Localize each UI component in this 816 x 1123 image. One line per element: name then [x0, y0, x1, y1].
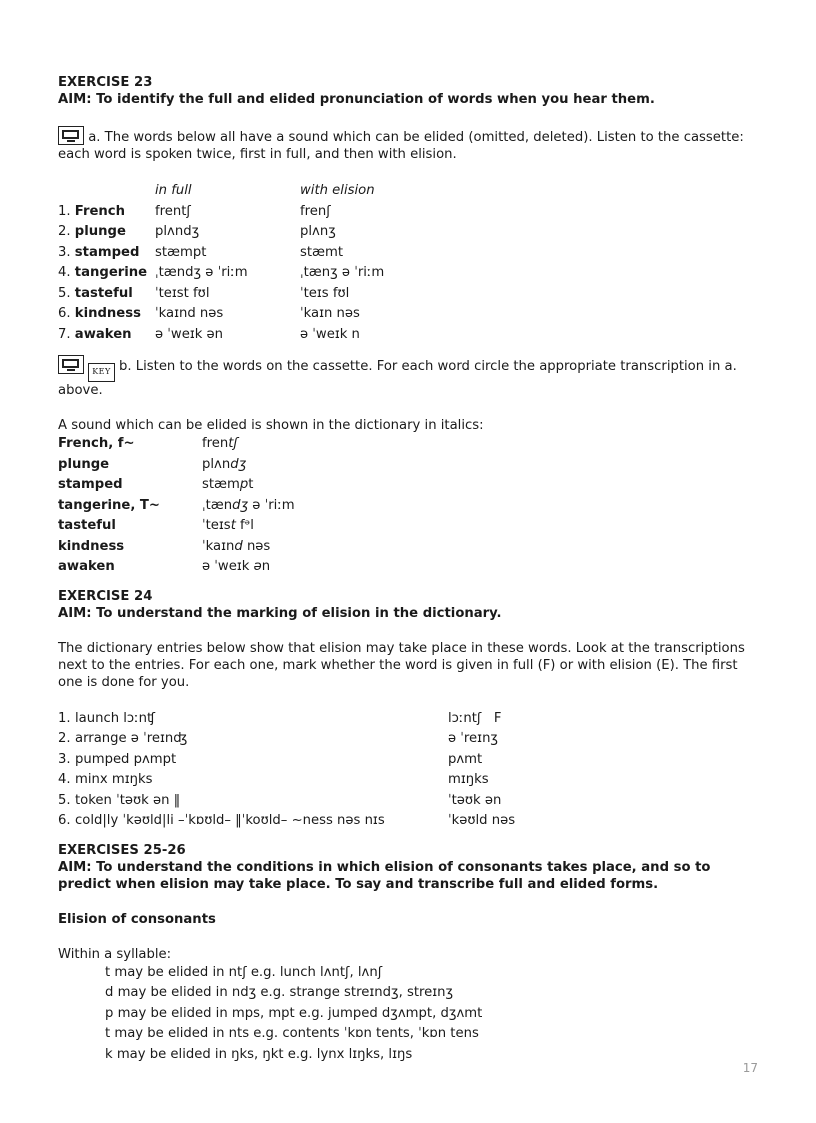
elided-transcription: ˈkaɪn nəs — [300, 306, 360, 321]
exercise-23-part-b — [58, 355, 763, 399]
exercise-25-title: EXERCISES 25-26 — [58, 842, 186, 858]
elision-rule: k may be elided in ŋks, ŋkt e.g. lynx lɪŋks, lɪŋs — [105, 1046, 413, 1062]
section-subheading: Elision of consonants — [58, 911, 216, 927]
full-transcription: ə ˈweɪk ən — [155, 326, 224, 342]
table-header — [58, 181, 763, 202]
list-item — [58, 729, 763, 750]
list-item — [58, 516, 763, 537]
dict-word: tasteful — [58, 518, 116, 533]
cassette-icon — [58, 126, 84, 145]
elided-transcription: frenʃ — [300, 203, 331, 219]
dict-word: plunge — [58, 456, 110, 472]
word-cell — [58, 202, 155, 223]
given-transcription: ˈtəʊk ən — [448, 792, 502, 808]
elidable-sound: p — [239, 477, 249, 492]
row-number: 1. — [58, 203, 71, 219]
transcription-part: n — [261, 559, 271, 574]
exercise-24-intro: The dictionary entries below show that elision may take place in these words. Look at the transcriptions next to the entries. For each one, mark whether the word is given in full (F) or with elision (E). The first one is done for you. — [58, 640, 745, 690]
dictionary-entry: pumped pʌmpt — [75, 751, 177, 767]
row-number: 3. — [58, 244, 71, 260]
part-b-text: b. Listen to the words on the cassette. For each word circle the appropriate transcription in a. above. — [58, 359, 737, 398]
word-cell — [58, 284, 155, 305]
page-content — [58, 74, 763, 1065]
elided-transcription: ˌtænʒ ə ˈriːm — [300, 265, 385, 280]
dict-transcription — [202, 516, 254, 537]
syllable-lead: Within a syllable: — [58, 946, 172, 962]
transcription-part: ˌtæn — [202, 497, 233, 513]
elidable-sound: tʃ — [228, 436, 238, 451]
elision-rule: t may be elided in ntʃ e.g. lunch lʌntʃ, lʌnʃ — [105, 964, 383, 980]
dictionary-entry: launch lɔːnʧ — [75, 710, 156, 726]
list-item — [58, 709, 763, 730]
word-cell — [58, 325, 155, 346]
word: stamped — [74, 244, 140, 260]
given-transcription: lɔːntʃ F — [448, 710, 502, 726]
key-icon: KEY — [88, 363, 115, 382]
table-row — [58, 263, 763, 284]
given-transcription: mɪŋks — [448, 772, 489, 787]
full-transcription: ˌtændʒ ə ˈriːm — [155, 265, 248, 280]
table-row — [58, 304, 763, 325]
dict-transcription — [202, 434, 238, 455]
transcription-part: nəs — [242, 538, 271, 554]
elidable-sound: dʒ — [230, 456, 247, 472]
dict-transcription — [202, 455, 246, 476]
elided-transcription: plʌnʒ — [300, 224, 336, 239]
page-number: 17 — [742, 1061, 758, 1075]
elidable-sound: t — [230, 518, 236, 533]
full-transcription: ˈteɪst fʊl — [155, 285, 210, 301]
transcription-part: t — [248, 477, 254, 492]
dictionary-italics-list — [58, 434, 763, 578]
elision-rule: d may be elided in ndʒ e.g. strange streɪndʒ, streɪnʒ — [105, 985, 454, 1000]
elided-transcription: ˈteɪs fʊl — [300, 285, 350, 301]
part-a-text: a. The words below all have a sound which can be elided (omitted, deleted). Listen to the cassette: each word is spoken twice, first in full, and then with elision. — [58, 130, 744, 162]
dictionary-intro: A sound which can be elided is shown in the dictionary in italics: — [58, 418, 484, 433]
exercise-23-aim: AIM: To identify the full and elided pronunciation of words when you hear them. — [58, 92, 655, 107]
item-number: 2. — [58, 731, 71, 746]
list-item — [58, 791, 763, 812]
list-item — [58, 496, 763, 517]
elided-transcription: stæmt — [300, 244, 344, 260]
item-number: 5. — [58, 792, 71, 808]
transcription-part: stæm — [202, 477, 240, 492]
row-number: 6. — [58, 306, 71, 321]
dictionary-entry: arrange ə ˈreɪnʤ — [75, 731, 188, 746]
list-item — [58, 455, 763, 476]
table-row — [58, 222, 763, 243]
dictionary-entry: cold|ly ˈkəʊld|li –ˈkɒʊld– ‖ˈkoʊld– ~ness nəs nɪs — [75, 813, 385, 828]
transcription-part: plʌn — [202, 456, 231, 472]
word: tasteful — [74, 285, 133, 301]
given-transcription: pʌmt — [448, 751, 483, 767]
row-number: 4. — [58, 265, 71, 280]
item-number: 1. — [58, 710, 71, 726]
exercise-24-list — [58, 709, 763, 832]
exercise-23-title: EXERCISE 23 — [58, 75, 153, 90]
col-header-elision: with elision — [300, 183, 375, 198]
word-cell — [58, 304, 155, 325]
item-number: 4. — [58, 772, 71, 787]
word: plunge — [74, 224, 126, 239]
cassette-icon — [58, 355, 84, 374]
transcription-part: ˈkaɪn — [202, 538, 235, 554]
word-cell — [58, 243, 155, 264]
dict-transcription — [202, 557, 270, 578]
dict-word: French, f~ — [58, 436, 135, 451]
given-transcription: ə ˈreɪnʒ — [448, 731, 499, 746]
exercise-24-title: EXERCISE 24 — [58, 588, 153, 604]
dict-transcription — [202, 496, 295, 517]
exercise-25-aim: AIM: To understand the conditions in which elision of consonants takes place, and so to predict when elision may take place. To say and transcribe full and elided forms. — [58, 859, 711, 892]
exercise-23-part-a — [58, 126, 763, 163]
dictionary-entry: minx mɪŋks — [75, 772, 153, 787]
list-item — [58, 557, 763, 578]
elision-rule: p may be elided in mps, mpt e.g. jumped dʒʌmpt, dʒʌmt — [105, 1005, 483, 1021]
word: tangerine — [74, 265, 148, 280]
full-transcription: stæmpt — [155, 244, 207, 260]
dict-transcription — [202, 537, 270, 558]
list-item — [58, 434, 763, 455]
dict-word: tangerine, T~ — [58, 497, 160, 513]
list-item — [58, 475, 763, 496]
dict-word: kindness — [58, 538, 125, 554]
row-number: 5. — [58, 285, 71, 301]
word: French — [74, 203, 126, 219]
elision-rules — [58, 963, 763, 1066]
dict-word: awaken — [58, 559, 115, 574]
table-row — [58, 202, 763, 223]
list-item — [58, 750, 763, 771]
dict-transcription — [202, 475, 253, 496]
exercise-24-aim: AIM: To understand the marking of elision in the dictionary. — [58, 605, 502, 621]
exercise-23-table — [58, 202, 763, 346]
elidable-sound: ə — [253, 559, 262, 574]
transcription-part: fren — [202, 436, 229, 451]
elided-transcription: ə ˈweɪk n — [300, 326, 360, 342]
list-item — [58, 770, 763, 791]
transcription-part: ə ˈweɪk — [202, 559, 254, 574]
given-transcription: ˈkəʊld nəs — [448, 813, 516, 828]
elidable-sound: dʒ — [232, 497, 249, 513]
item-number: 6. — [58, 813, 71, 828]
item-number: 3. — [58, 751, 71, 767]
list-item — [58, 537, 763, 558]
word-cell — [58, 263, 155, 284]
table-row — [58, 325, 763, 346]
col-header-full: in full — [155, 183, 192, 198]
elision-rule: t may be elided in nts e.g. contents ˈkɒn tents, ˈkɒn tens — [105, 1026, 479, 1041]
transcription-part: ˈteɪs — [202, 518, 231, 533]
transcription-part: ə ˈriːm — [248, 497, 295, 513]
list-item — [58, 811, 763, 832]
full-transcription: frentʃ — [155, 203, 191, 219]
row-number: 7. — [58, 326, 71, 342]
word: kindness — [74, 306, 141, 321]
dict-word: stamped — [58, 477, 123, 492]
row-number: 2. — [58, 224, 71, 239]
word-cell — [58, 222, 155, 243]
full-transcription: ˈkaɪnd nəs — [155, 306, 224, 321]
table-row — [58, 243, 763, 264]
dictionary-entry: token ˈtəʊk ən ‖ — [75, 792, 181, 808]
transcription-part: fᵊl — [235, 518, 254, 533]
elidable-sound: d — [234, 538, 243, 554]
word: awaken — [74, 326, 132, 342]
full-transcription: plʌndʒ — [155, 224, 200, 239]
table-row — [58, 284, 763, 305]
